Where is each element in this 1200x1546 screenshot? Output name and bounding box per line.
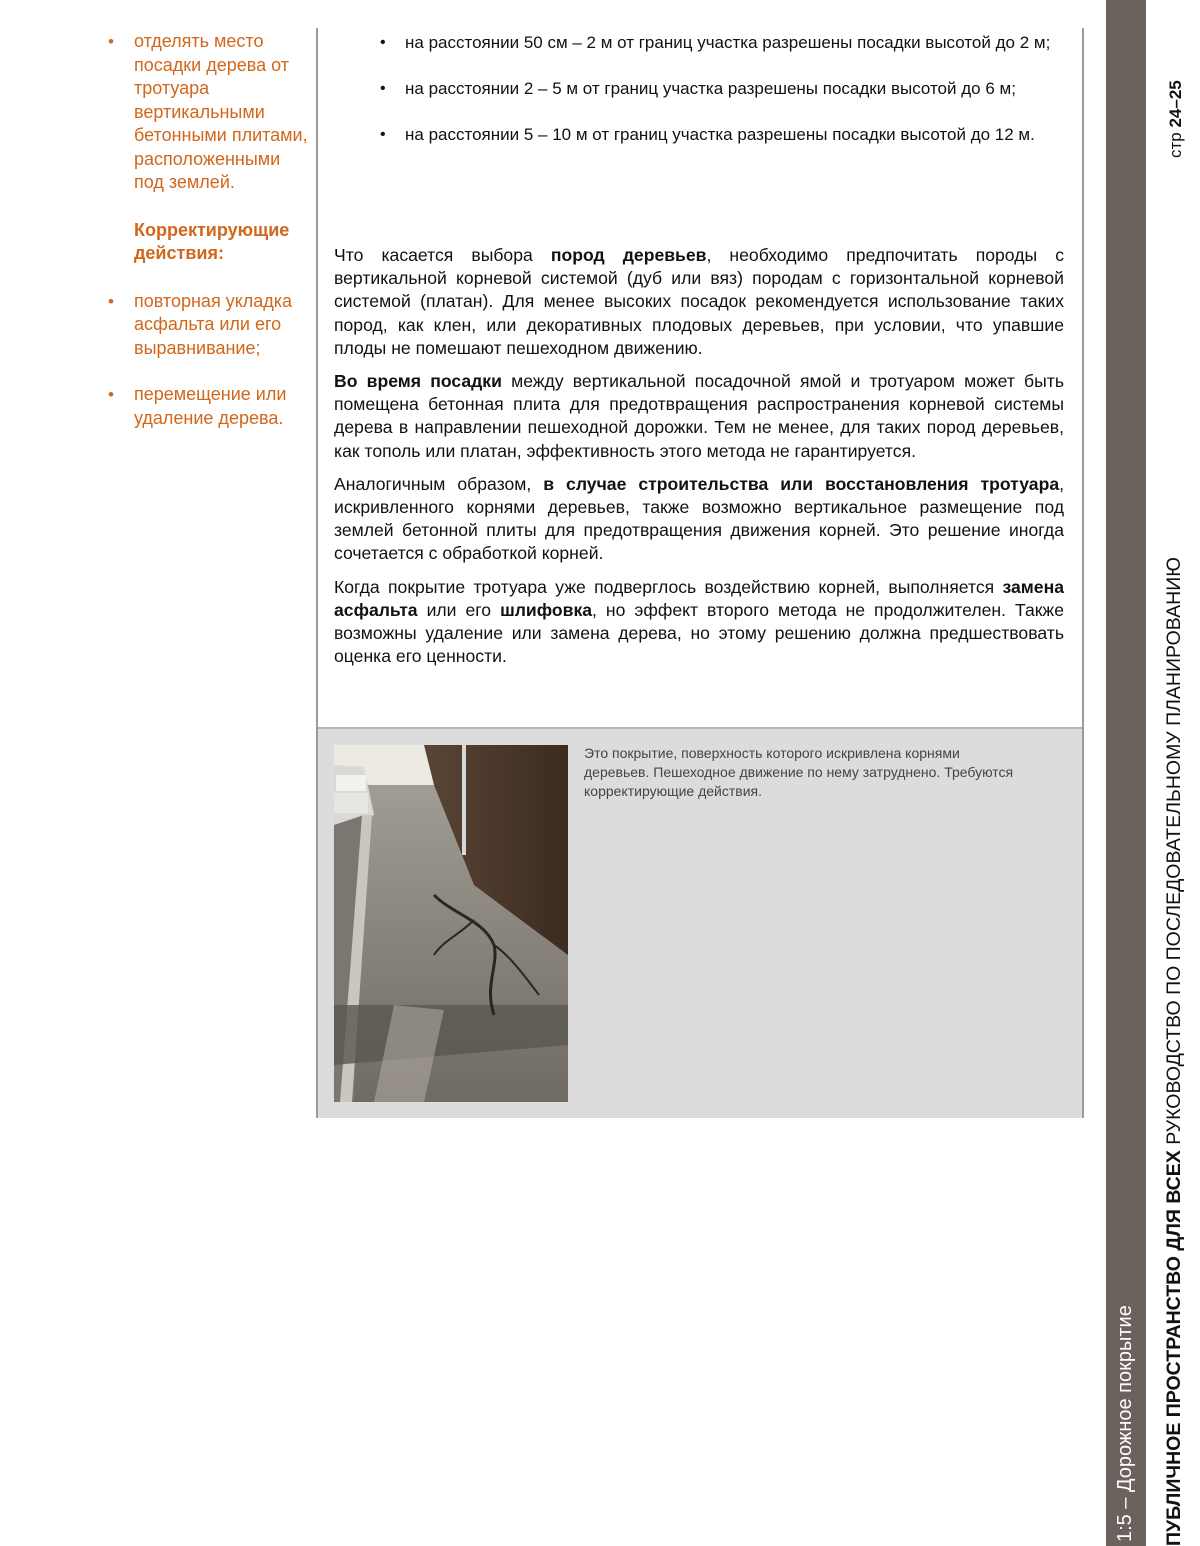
action-text: повторная укладка асфальта или его выравнивание; <box>134 290 293 358</box>
spacer <box>104 360 309 383</box>
text-run: между вертикальной посадочной ямой и тротуаром может быть помещена бетонная плита для предотвращения распространения корневой системы дерева в направлении пешеходной дорожки. Тем не менее, для таких пород деревьев, как тополь или платан, эффективность этого метода не гарантируется. <box>334 371 1064 461</box>
text-run: Когда покрытие тротуара уже подверглось воздействию корней, выполняется <box>334 576 1003 597</box>
bold-run: пород деревьев <box>550 245 707 265</box>
list-item <box>380 124 1070 146</box>
section-label: 1:5 – Дорожное покрытие <box>1114 1305 1136 1542</box>
paragraph <box>334 370 1064 463</box>
paragraph <box>334 576 1064 669</box>
sidebar-item-text: отделять место посадки дерева от тротуара вертикальными бетонными плитами, расположенными под землей. <box>134 31 308 192</box>
bullet-icon: • <box>380 126 386 143</box>
bullet-icon: • <box>108 385 114 404</box>
page-prefix: стр <box>1166 127 1185 158</box>
bullet-icon: • <box>380 34 386 51</box>
text-run: , но эффект второго метода не продолжителен. Также возможны удаление или замена дерева, но этому решению должна предшествовать оценка его ценности. <box>334 599 1064 667</box>
list-item <box>104 290 309 361</box>
text-run: Аналогичным образом, <box>334 473 544 494</box>
title-bold: ПУБЛИЧНОЕ ПРОСТРАНСТВО ДЛЯ ВСЕХ <box>1163 1150 1185 1546</box>
text-run: , искривленного корнями деревьев, также возможно вертикальное размещение под землей бетонной плиты для предотвращения движения корней. Это решение иногда сочетается с обработкой корней. <box>334 473 1064 564</box>
corrective-actions-heading: Корректирующие действия: <box>134 219 290 263</box>
bullet-icon: • <box>108 291 114 311</box>
figure-caption: Это покрытие, поверхность которого искривлена корнями деревьев. Пешеходное движение по нему затруднено. Требуются корректирующие действия. <box>584 745 1014 799</box>
title-rest: РУКОВОДСТВО ПО ПОСЛЕДОВАТЕЛЬНОМУ ПЛАНИРОВАНИЮ <box>1163 557 1185 1151</box>
list-item <box>104 30 309 195</box>
text-run: Что касается выбора <box>334 245 551 265</box>
bold-run: в случае строительства или восстановления тротуара <box>543 473 1060 494</box>
sidewalk-photo <box>334 745 568 1102</box>
list-item-text: на расстоянии 50 см – 2 м от границ участка разрешены посадки высотой до 2 м; <box>405 33 1051 52</box>
body-text <box>334 244 1064 678</box>
bullet-icon: • <box>380 80 386 97</box>
list-item-text: на расстоянии 2 – 5 м от границ участка разрешены посадки высотой до 6 м; <box>405 79 1016 98</box>
distance-list <box>380 32 1070 170</box>
bold-run: Во время посадки <box>334 371 502 392</box>
bullet-icon: • <box>108 32 114 51</box>
list-item <box>104 383 309 430</box>
paragraph <box>334 473 1064 566</box>
text-run: или его <box>417 599 501 620</box>
list-item <box>380 32 1070 54</box>
paragraph <box>334 244 1064 360</box>
list-item <box>380 78 1070 100</box>
bold-run: шлифовка <box>500 599 593 620</box>
page-range: 24–25 <box>1166 80 1185 128</box>
page-number <box>1166 80 1186 158</box>
action-text: перемещение или удаление дерева. <box>134 384 287 428</box>
list-item-text: на расстоянии 5 – 10 м от границ участка разрешены посадки высотой до 12 м. <box>405 125 1035 144</box>
text-run: , необходимо предпочитать породы с вертикальной корневой системой (дуб или вяз) породам с горизонтальной корневой системой (платан). Для менее высоких посадок рекомендуется использование таких пород, как клен, или декоративных плодовых деревьев, при условии, что упавшие плоды не помешают пешеходном движению. <box>334 245 1064 358</box>
bold-run: замена асфальта <box>334 576 1064 620</box>
sidebar-notes <box>104 30 309 430</box>
publication-title <box>1163 557 1186 1546</box>
